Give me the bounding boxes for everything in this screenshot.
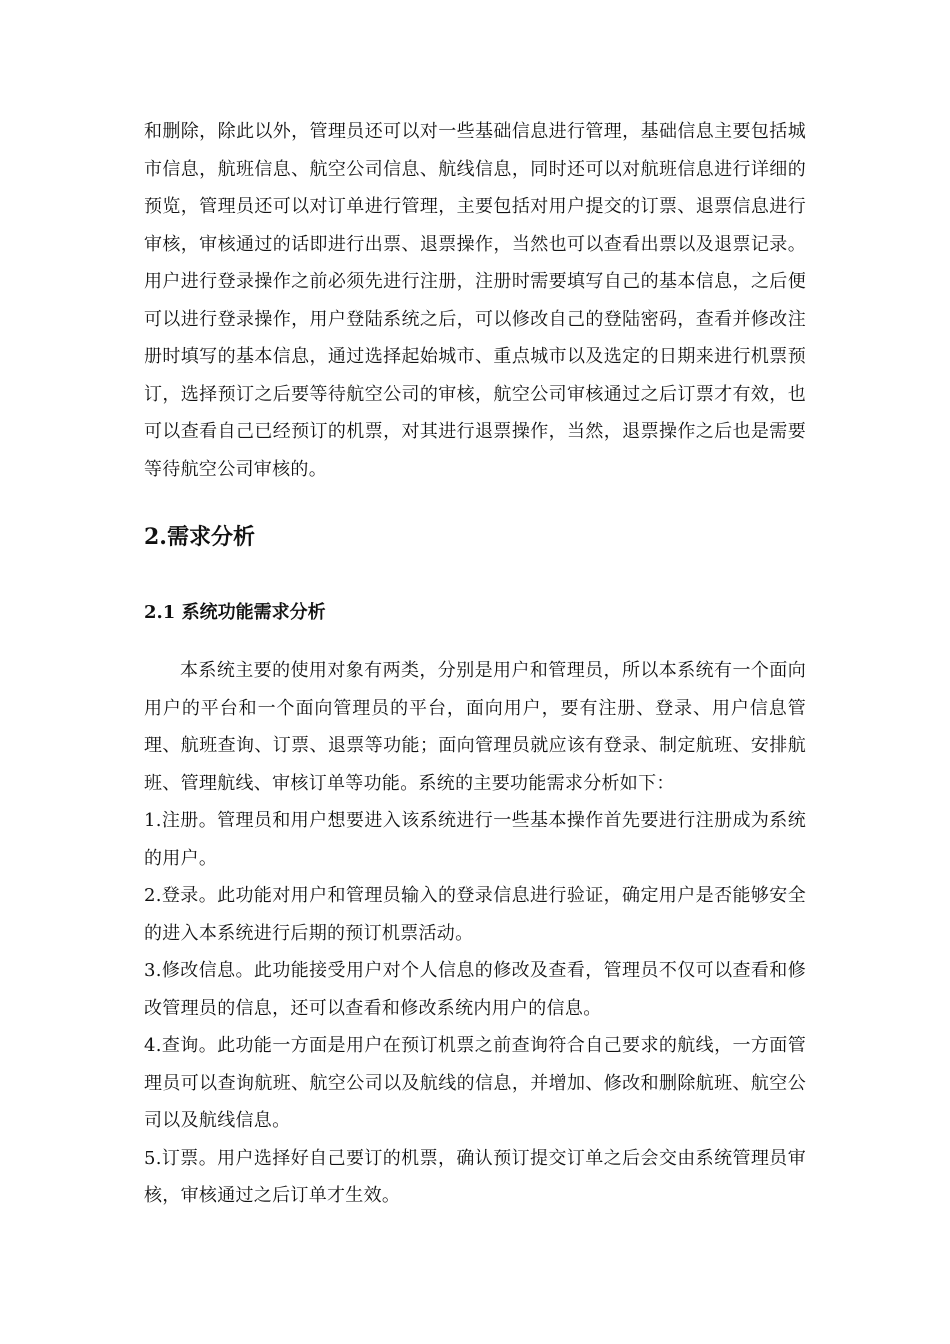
- list-item-booking: 5.订票。用户选择好自己要订的机票，确认预订提交订单之后会交由系统管理员审核，审核通过之后订单才生效。: [144, 1147, 806, 1206]
- section-heading: 2.需求分析: [144, 524, 255, 550]
- list-item-register: 1.注册。管理员和用户想要进入该系统进行一些基本操作首先要进行注册成为系统的用户。: [144, 810, 806, 869]
- overview-paragraph: 本系统主要的使用对象有两类，分别是用户和管理员，所以本系统有一个面向用户的平台和一个面向管理员的平台，面向用户，要有注册、登录、用户信息管理、航班查询、订票、退票等功能；面向管理员就应该有登录、制定航班、安排航班、管理航线、审核订单等功能。系统的主要功能需求分析如下：: [144, 660, 806, 794]
- requirements-block: [144, 652, 806, 1215]
- intro-block: [144, 113, 806, 488]
- list-item-modify-info: 3.修改信息。此功能接受用户对个人信息的修改及查看，管理员不仅可以查看和修改管理员的信息，还可以查看和修改系统内用户的信息。: [144, 960, 806, 1019]
- intro-paragraph: 和删除，除此以外，管理员还可以对一些基础信息进行管理，基础信息主要包括城市信息，航班信息、航空公司信息、航线信息，同时还可以对航班信息进行详细的预览，管理员还可以对订单进行管理，主要包括对用户提交的订票、退票信息进行审核，审核通过的话即进行出票、退票操作，当然也可以查看出票以及退票记录。用户进行登录操作之前必须先进行注册，注册时需要填写自己的基本信息，之后便可以进行登录操作，用户登陆系统之后，可以修改自己的登陆密码，查看并修改注册时填写的基本信息，通过选择起始城市、重点城市以及选定的日期来进行机票预订，选择预订之后要等待航空公司的审核，航空公司审核通过之后订票才有效，也可以查看自己已经预订的机票，对其进行退票操作，当然，退票操作之后也是需要等待航空公司审核的。: [144, 121, 806, 480]
- list-item-query: 4.查询。此功能一方面是用户在预订机票之前查询符合自己要求的航线，一方面管理员可以查询航班、航空公司以及航线的信息，并增加、修改和删除航班、航空公司以及航线信息。: [144, 1035, 806, 1131]
- list-item-login: 2.登录。此功能对用户和管理员输入的登录信息进行验证，确定用户是否能够安全的进入本系统进行后期的预订机票活动。: [144, 885, 806, 944]
- subsection-heading: 2.1 系统功能需求分析: [144, 602, 326, 623]
